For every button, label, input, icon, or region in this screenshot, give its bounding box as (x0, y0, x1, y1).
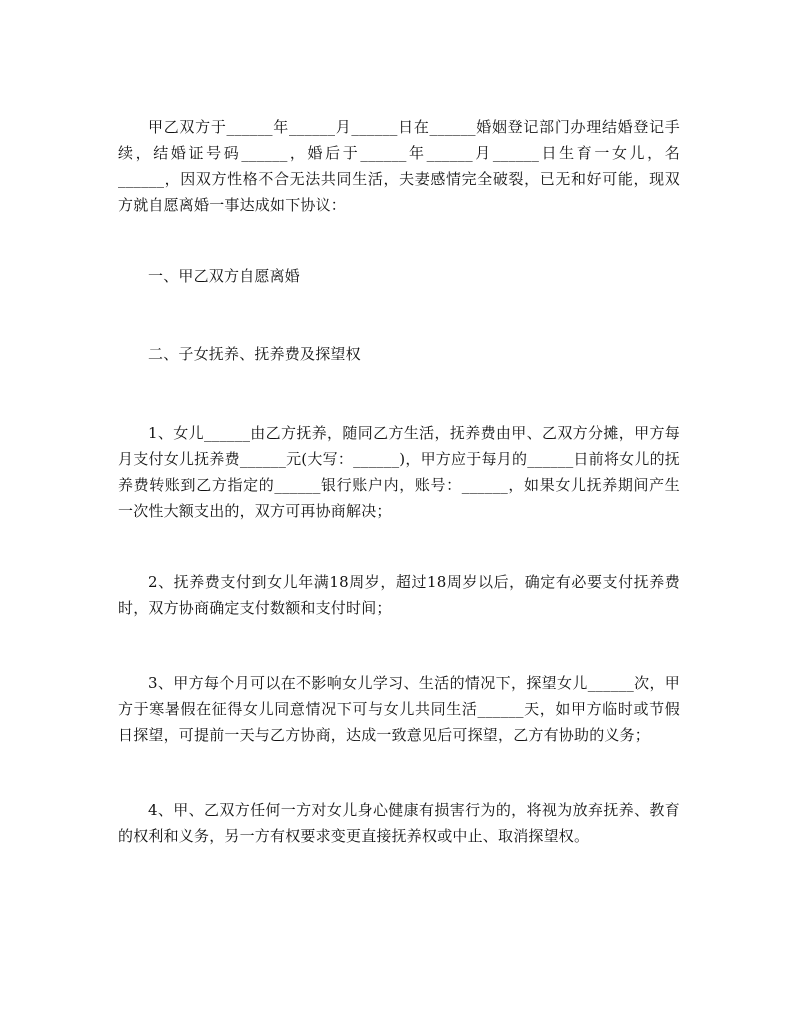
clause-2-support-duration: 2、抚养费支付到女儿年满18周岁，超过18周岁以后，确定有必要支付抚养费时，双方协商确定支付数额和支付时间； (118, 573, 680, 617)
intro-paragraph: 甲乙双方于______年______月______日在______婚姻登记部门办理结婚登记手续，结婚证号码______，婚后于______年______月______日生育一女儿，名______，因双方性格不合无法共同生活，夫妻感情完全破裂，已无和好可能，现双方就自愿离婚一事达成如下协议： (118, 118, 680, 214)
clause-4-forfeiture: 4、甲、乙双方任何一方对女儿身心健康有损害行为的，将视为放弃抚养、教育的权利和义务，另一方有权要求变更直接抚养权或中止、取消探望权。 (118, 801, 680, 845)
clause-3-visitation: 3、甲方每个月可以在不影响女儿学习、生活的情况下，探望女儿______次，甲方于寒暑假在征得女儿同意情况下可与女儿共同生活______天，如甲方临时或节假日探望，可提前一天与乙方协商，达成一致意见后可探望，乙方有协助的义务； (118, 674, 680, 744)
clause-1-custody-support: 1、女儿______由乙方抚养，随同乙方生活，抚养费由甲、乙双方分摊，甲方每月支付女儿抚养费______元(大写：______)，甲方应于每月的______日前将女儿的抚养费转账到乙方指定的______银行账户内，账号：______，如果女儿抚养期间产生一次性大额支出的，双方可再协商解决； (118, 424, 680, 520)
section-heading-divorce: 一、甲乙双方自愿离婚 (148, 267, 301, 285)
section-heading-child-custody: 二、子女抚养、抚养费及探望权 (148, 345, 361, 363)
